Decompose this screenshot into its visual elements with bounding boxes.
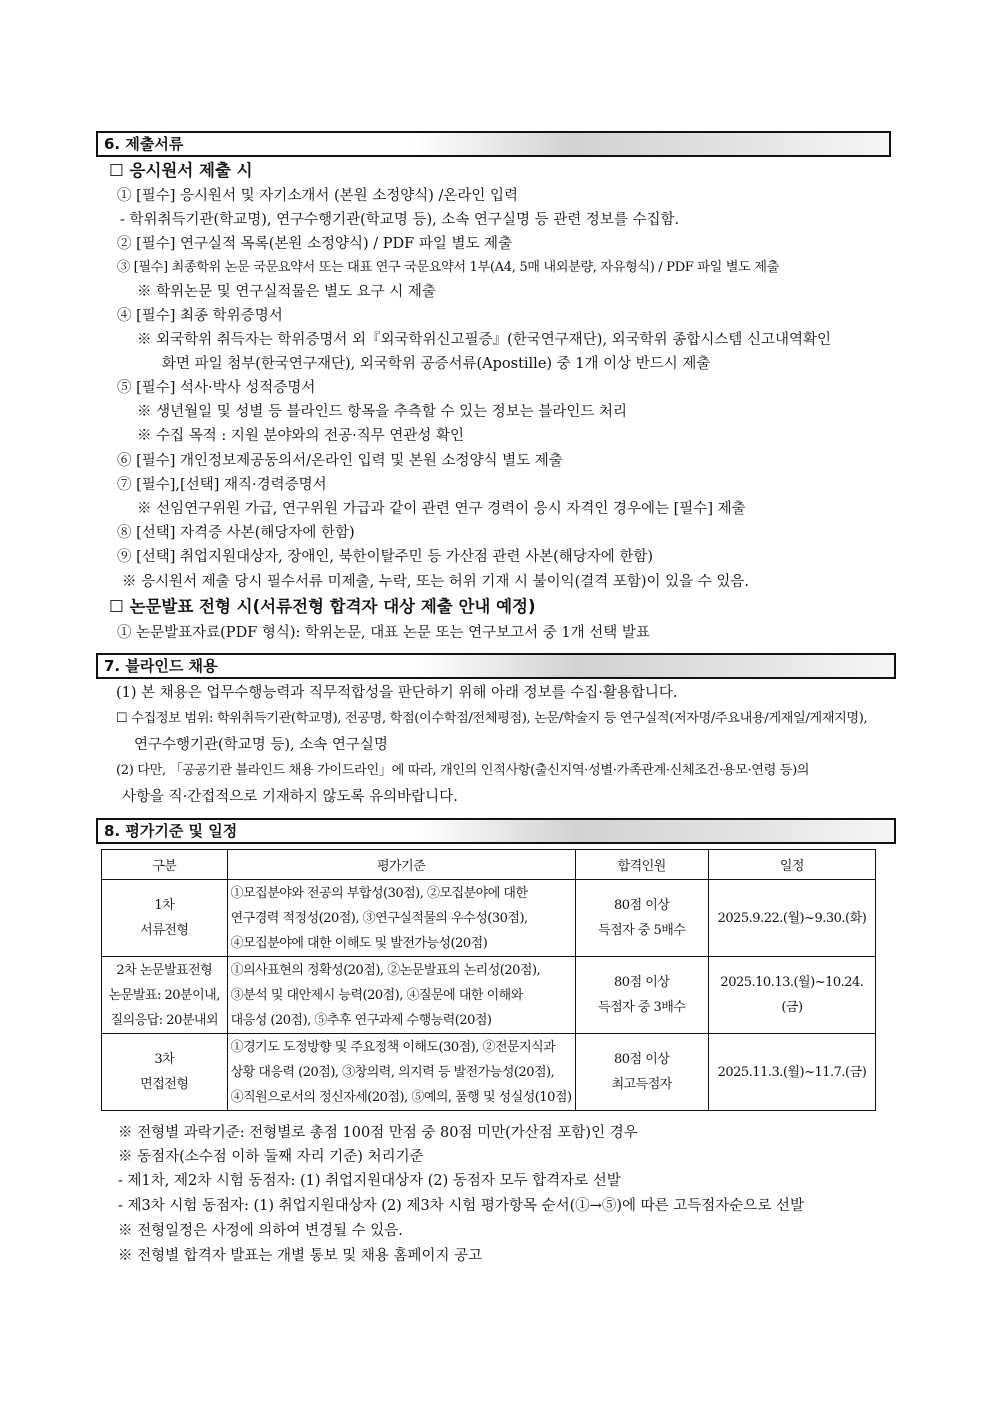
pass-cell [575,1034,708,1111]
blind-line-4: (2) 다만, 「공공기관 블라인드 채용 가이드라인」에 따라, 개인의 인적사항(출신지역·성별·가족관계·신체조건·용모·연령 등)의 [116,763,810,778]
doc-item-2: ② [필수] 연구실적 목록(본원 소정양식) / PDF 파일 별도 제출 [117,236,513,252]
doc-item-8: ⑧ [선택] 자격증 사본(해당자에 한함) [117,525,355,541]
col-header-pass: 합격인원 [575,850,708,880]
doc-item-6: ⑥ [필수] 개인정보제공동의서/온라인 입력 및 본원 소정양식 별도 제출 [117,453,563,469]
doc-item-9: ⑨ [선택] 취업지원대상자, 장애인, 북한이탈주민 등 가산점 관련 사본(해당자에 한함) [117,549,654,565]
schedule-cell: 2025.10.13.(월)~10.24.(금) [708,957,875,1034]
doc-item-7-note: ※ 선임연구위원 가급, 연구위원 가급과 같이 관련 연구 경력이 응시 자격인 경우에는 [필수] 제출 [137,501,746,517]
criteria-cell [227,1034,575,1111]
criteria-text: ①경기도 도정방향 및 주요정책 이해도(30점), ②전문지식과 [230,1039,556,1055]
doc-item-3: ③ [필수] 최종학위 논문 국문요약서 또는 대표 연구 국문요약서 1부(A4, 5매 내외분량, 자유형식) / PDF 파일 별도 제출 [117,260,779,275]
pass-text: 80점 이상 [614,1052,670,1067]
pass-text: 80점 이상 [614,975,670,990]
evaluation-table [101,849,876,1111]
criteria-text: ①의사표현의 정확성(20점), ②논문발표의 논리성(20점), [230,962,541,978]
stage-cell [102,880,228,957]
doc-item-4-note: ※ 외국학위 취득자는 학위증명서 외『외국학위신고필증』(한국연구재단), 외국학위 종합시스템 신고내역확인 [137,332,831,348]
doc-warning-note: ※ 응시원서 제출 당시 필수서류 미제출, 누락, 또는 허위 기재 시 불이익(결격 포함)이 있을 수 있음. [122,574,750,590]
table-row [102,957,876,1034]
doc-item-1: ① [필수] 응시원서 및 자기소개서 (본원 소정양식) /온라인 입력 [117,188,519,204]
blind-line-2: ☐ 수집정보 범위: 학위취득기관(학교명), 전공명, 학점(이수학점/전체평점), 논문/학술지 등 연구실적(저자명/주요내용/게재일/게재지명), [116,711,868,726]
pass-text: 80점 이상 [614,898,670,913]
col-header-schedule: 일정 [708,850,875,880]
criteria-text: 상황 대응력 (20점), ③창의력, 의지력 등 발전가능성(20점), [230,1064,555,1080]
doc-item-7: ⑦ [필수],[선택] 재직·경력증명서 [117,477,327,493]
doc-item-5: ⑤ [필수] 석사·박사 성적증명서 [117,380,316,396]
note-schedule-change: ※ 전형일정은 사정에 의하여 변경될 수 있음. [118,1223,403,1239]
stage-text: 서류전형 [140,923,189,938]
presentation-item-1: ① 논문발표자료(PDF 형식): 학위논문, 대표 논문 또는 연구보고서 중 1개 선택 발표 [117,625,650,641]
criteria-cell [227,880,575,957]
pass-text: 득점자 중 5배수 [598,923,686,938]
criteria-text: 대응성 (20점), ⑤추후 연구과제 수행능력(20점) [230,1012,492,1028]
stage-cell [102,957,228,1034]
doc-item-4-note-cont: 화면 파일 첨부(한국연구재단), 외국학위 공증서류(Apostille) 중 1개 이상 반드시 제출 [162,356,711,372]
section-6-header: 6. 제출서류 [96,131,891,157]
blind-line-1: (1) 본 채용은 업무수행능력과 직무적합성을 판단하기 위해 아래 정보를 수집·활용합니다. [116,685,678,701]
doc-item-5-note-1: ※ 생년월일 및 성별 등 블라인드 항목을 추측할 수 있는 정보는 블라인드 처리 [137,404,628,420]
table-header-row [102,850,876,880]
pass-text: 득점자 중 3배수 [598,1000,686,1015]
criteria-text: ③분석 및 대안제시 능력(20점), ④질문에 대한 이해와 [230,987,523,1003]
blind-line-3: 연구수행기관(학교명 등), 소속 연구실명 [134,737,388,753]
table-row [102,1034,876,1111]
col-header-criteria: 평가기준 [227,850,575,880]
stage-text: 1차 [154,898,175,913]
note-fail-criteria: ※ 전형별 과락기준: 전형별로 총점 100점 만점 중 80점 미만(가산점 포함)인 경우 [118,1125,638,1141]
stage-text: 면접전형 [140,1077,189,1092]
doc-item-3-note: ※ 학위논문 및 연구실적물은 별도 요구 시 제출 [137,284,436,300]
section-6-subheading-application: ☐ 응시원서 제출 시 [109,161,253,180]
stage-cell [102,1034,228,1111]
note-tie-criteria: ※ 동점자(소수점 이하 둘째 자리 기준) 처리기준 [118,1149,424,1165]
note-announcement: ※ 전형별 합격자 발표는 개별 통보 및 채용 홈페이지 공고 [118,1248,483,1264]
criteria-cell [227,957,575,1034]
section-8-header: 8. 평가기준 및 일정 [96,818,896,844]
criteria-text: ④모집분야에 대한 이해도 및 발전가능성(20점) [230,935,488,951]
section-7-header: 7. 블라인드 채용 [96,653,896,679]
criteria-text: ①모집분야와 전공의 부합성(30점), ②모집분야에 대한 [230,885,528,901]
criteria-text: 연구경력 적정성(20점), ③연구실적물의 우수성(30점), [230,910,528,926]
stage-text: 3차 [154,1052,175,1067]
schedule-cell: 2025.11.3.(월)~11.7.(금) [708,1034,875,1111]
schedule-cell: 2025.9.22.(월)~9.30.(화) [708,880,875,957]
blind-line-5: 사항을 직·간접적으로 기재하지 않도록 유의바랍니다. [122,789,458,805]
table-row [102,880,876,957]
col-header-stage: 구분 [102,850,228,880]
criteria-text: ④직원으로서의 정신자세(20점), ⑤예의, 품행 및 성실성(10점) [230,1089,572,1105]
doc-item-1-note: - 학위취득기관(학교명), 연구수행기관(학교명 등), 소속 연구실명 등 관련 정보를 수집함. [120,212,680,228]
section-6-subheading-presentation: ☐ 논문발표 전형 시(서류전형 합격자 대상 제출 안내 예정) [109,597,536,616]
doc-item-4: ④ [필수] 최종 학위증명서 [117,308,283,324]
pass-cell [575,957,708,1034]
stage-text: 2차 논문발표전형 [116,962,213,978]
note-tie-stage-1-2: - 제1차, 제2차 시험 동점자: (1) 취업지원대상자 (2) 동점자 모두 합격자로 선발 [118,1173,621,1189]
doc-item-5-note-2: ※ 수집 목적 : 지원 분야와의 전공·직무 연관성 확인 [137,428,464,444]
stage-text: 논문발표: 20분이내, [108,987,220,1003]
note-tie-stage-3: - 제3차 시험 동점자: (1) 취업지원대상자 (2) 제3차 시험 평가항목 순서(①→⑤)에 따른 고득점자순으로 선발 [118,1198,804,1214]
pass-cell [575,880,708,957]
stage-text: 질의응답: 20분내외 [110,1012,219,1028]
pass-text: 최고득점자 [611,1077,672,1092]
